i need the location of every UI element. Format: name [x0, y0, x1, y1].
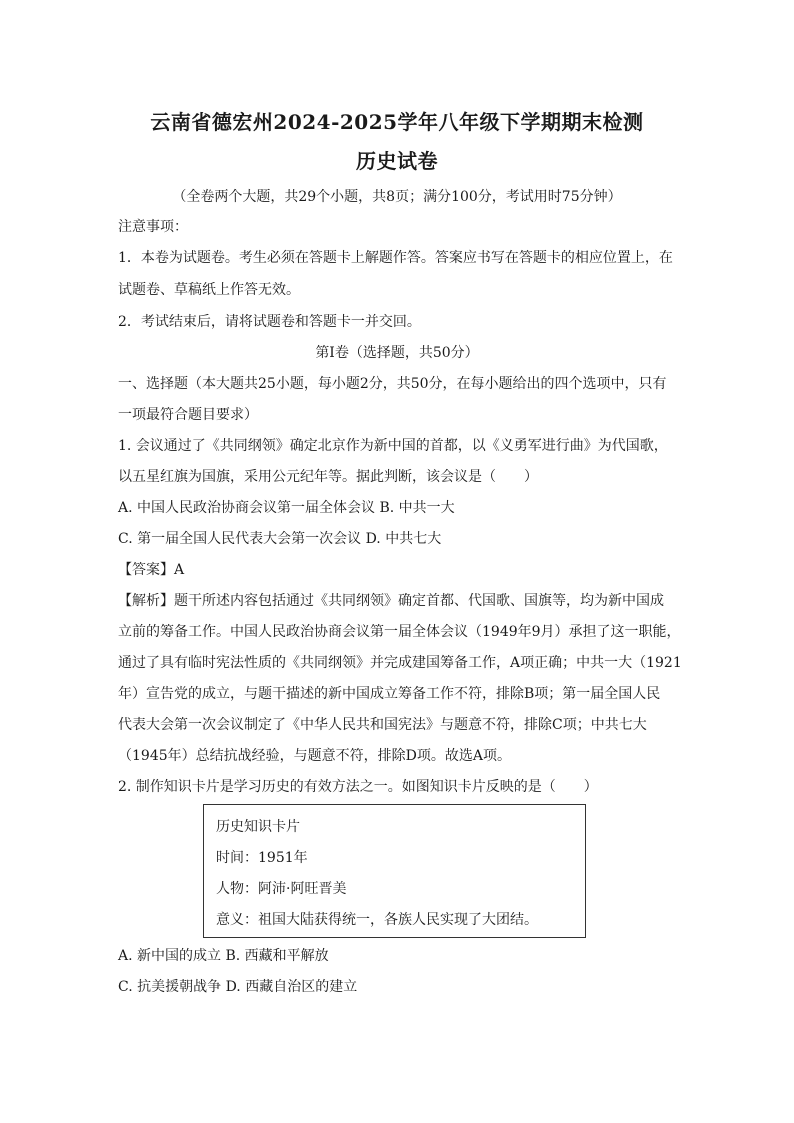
q1-options-cd: C. 第一届全国人民代表大会第一次会议 D. 中共七大	[118, 531, 442, 547]
q1-stem: 1. 会议通过了《共同纲领》确定北京作为新中国的首都，以《义勇军进行曲》为代国歌，	[118, 438, 668, 454]
q1-analysis-5: 代表大会第一次会议制定了《中华人民共和国宪法》与题意不符，排除C项；中共七大	[118, 717, 647, 733]
notes-heading: 注意事项：	[118, 219, 188, 235]
card-person: 人物：阿沛·阿旺晋美	[216, 881, 347, 897]
q2-options-cd: C. 抗美援朝战争 D. 西藏自治区的建立	[118, 979, 358, 995]
q2-stem: 2. 制作知识卡片是学习历史的有效方法之一。如图知识卡片反映的是（ ）	[118, 779, 598, 795]
q1-analysis: 【解析】题干所述内容包括通过《共同纲领》确定首都、代国歌、国旗等，均为新中国成	[118, 593, 664, 609]
card-title: 历史知识卡片	[216, 819, 300, 835]
q1-analysis-3: 通过了具有临时宪法性质的《共同纲领》并完成建国筹备工作，A项正确；中共一大（1921	[118, 655, 682, 671]
q2-options-ab: A. 新中国的成立 B. 西藏和平解放	[118, 948, 329, 964]
section-intro: 一、选择题（本大题共25小题，每小题2分，共50分，在每小题给出的四个选项中，只有	[118, 376, 667, 392]
card-time: 时间：1951年	[216, 850, 308, 866]
section-intro-cont: 一项最符合题目要求）	[118, 407, 258, 423]
card-significance: 意义：祖国大陆获得统一，各族人民实现了大团结。	[216, 912, 538, 928]
q1-stem-cont: 以五星红旗为国旗，采用公元纪年等。据此判断，该会议是（ ）	[118, 469, 538, 485]
q1-analysis-2: 立前的筹备工作。中国人民政治协商会议第一届全体会议（1949年9月）承担了这一职能，	[118, 624, 681, 640]
exam-title: 云南省德宏州2024-2025学年八年级下学期期末检测	[150, 110, 644, 134]
notes-item-1: 1．本卷为试题卷。考生必须在答题卡上解题作答。答案应书写在答题卡的相应位置上，在	[118, 250, 673, 266]
q1-options-ab: A. 中国人民政治协商会议第一届全体会议 B. 中共一大	[118, 500, 455, 516]
q1-analysis-6: （1945年）总结抗战经验，与题意不符，排除D项。故选A项。	[118, 748, 511, 764]
notes-item-1-cont: 试题卷、草稿纸上作答无效。	[118, 282, 300, 298]
part-title: 第Ⅰ卷（选择题，共50分）	[315, 345, 479, 361]
q1-answer: 【答案】A	[118, 562, 185, 578]
knowledge-card	[203, 804, 586, 938]
exam-subject-title: 历史试卷	[356, 149, 438, 173]
notes-item-2: 2．考试结束后，请将试题卷和答题卡一并交回。	[118, 314, 421, 330]
q1-analysis-4: 年）宣告党的成立，与题干描述的新中国成立筹备工作不符，排除B项；第一届全国人民	[118, 686, 661, 702]
exam-info: （全卷两个大题，共29个小题，共8页；满分100分，考试用时75分钟）	[172, 189, 622, 205]
